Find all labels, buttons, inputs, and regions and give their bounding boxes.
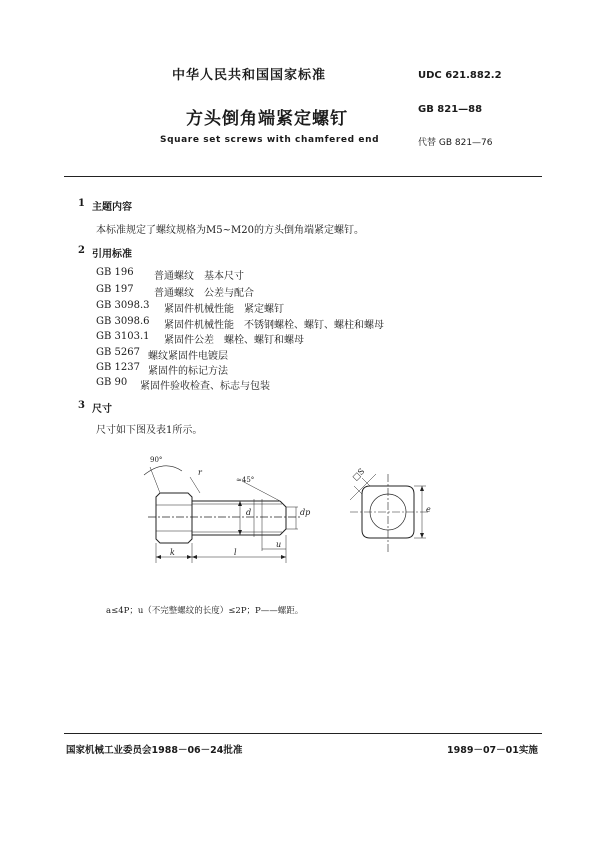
section-2-title: 引用标准 <box>92 249 132 260</box>
label-angle-90: 90° <box>150 456 163 464</box>
standard-title-cn: 方头倒角端紧定螺钉 <box>186 109 348 129</box>
label-diagonal: e <box>426 505 431 514</box>
udc-number: UDC 621.882.2 <box>418 70 502 81</box>
replaces-standard: 代替 GB 821—76 <box>418 138 493 148</box>
section-1-number: 1 <box>78 198 85 209</box>
reference-code: GB 3103.1 <box>96 331 150 342</box>
reference-name: 紧固件公差 螺栓、螺钉和螺母 <box>164 335 304 346</box>
section-1-title: 主题内容 <box>92 202 132 213</box>
section-3-title: 尺寸 <box>92 404 112 415</box>
standard-org-title: 中华人民共和国国家标准 <box>172 68 327 83</box>
label-incomplete-thread: u <box>276 540 282 549</box>
reference-name: 螺纹紧固件电镀层 <box>148 351 228 362</box>
reference-code: GB 3098.3 <box>96 300 150 311</box>
reference-name: 紧固件的标记方法 <box>148 366 228 377</box>
reference-code: GB 3098.6 <box>96 316 150 327</box>
gb-number: GB 821—88 <box>418 104 483 115</box>
effective-date: 1989－07－01实施 <box>447 745 538 756</box>
section-3-number: 3 <box>78 400 85 411</box>
reference-code: GB 197 <box>96 284 134 295</box>
label-square-size: □S <box>350 466 367 483</box>
header-rule <box>64 176 542 177</box>
label-radius: r <box>198 468 202 477</box>
label-angle-45: ≈45° <box>236 476 255 484</box>
section-2-number: 2 <box>78 245 85 256</box>
standard-title-en: Square set screws with chamfered end <box>160 135 380 145</box>
label-length: l <box>234 548 237 557</box>
screw-side-view-drawing <box>130 455 320 575</box>
section-1-body: 本标准规定了螺纹规格为M5~M20的方头倒角端紧定螺钉。 <box>96 225 364 236</box>
footer-rule <box>64 733 542 734</box>
label-head-height: k <box>170 548 175 557</box>
reference-code: GB 5267 <box>96 347 140 358</box>
reference-name: 普通螺纹 基本尺寸 <box>154 271 244 282</box>
label-point-diameter: dp <box>300 508 311 517</box>
reference-name: 紧固件机械性能 不锈钢螺栓、螺钉、螺柱和螺母 <box>164 320 384 331</box>
section-3-body: 尺寸如下图及表1所示。 <box>96 425 203 436</box>
reference-code: GB 1237 <box>96 362 140 373</box>
figure-note: a≤4P；u（不完整螺纹的长度）≤2P；P——螺距。 <box>106 606 304 616</box>
label-diameter: d <box>246 508 252 517</box>
reference-name: 紧固件机械性能 紧定螺钉 <box>164 304 284 315</box>
approval-info: 国家机械工业委员会1988－06－24批准 <box>66 745 243 756</box>
reference-name: 普通螺纹 公差与配合 <box>154 288 254 299</box>
reference-name: 紧固件验收检查、标志与包装 <box>140 381 270 392</box>
reference-code: GB 196 <box>96 267 134 278</box>
reference-code: GB 90 <box>96 377 128 388</box>
